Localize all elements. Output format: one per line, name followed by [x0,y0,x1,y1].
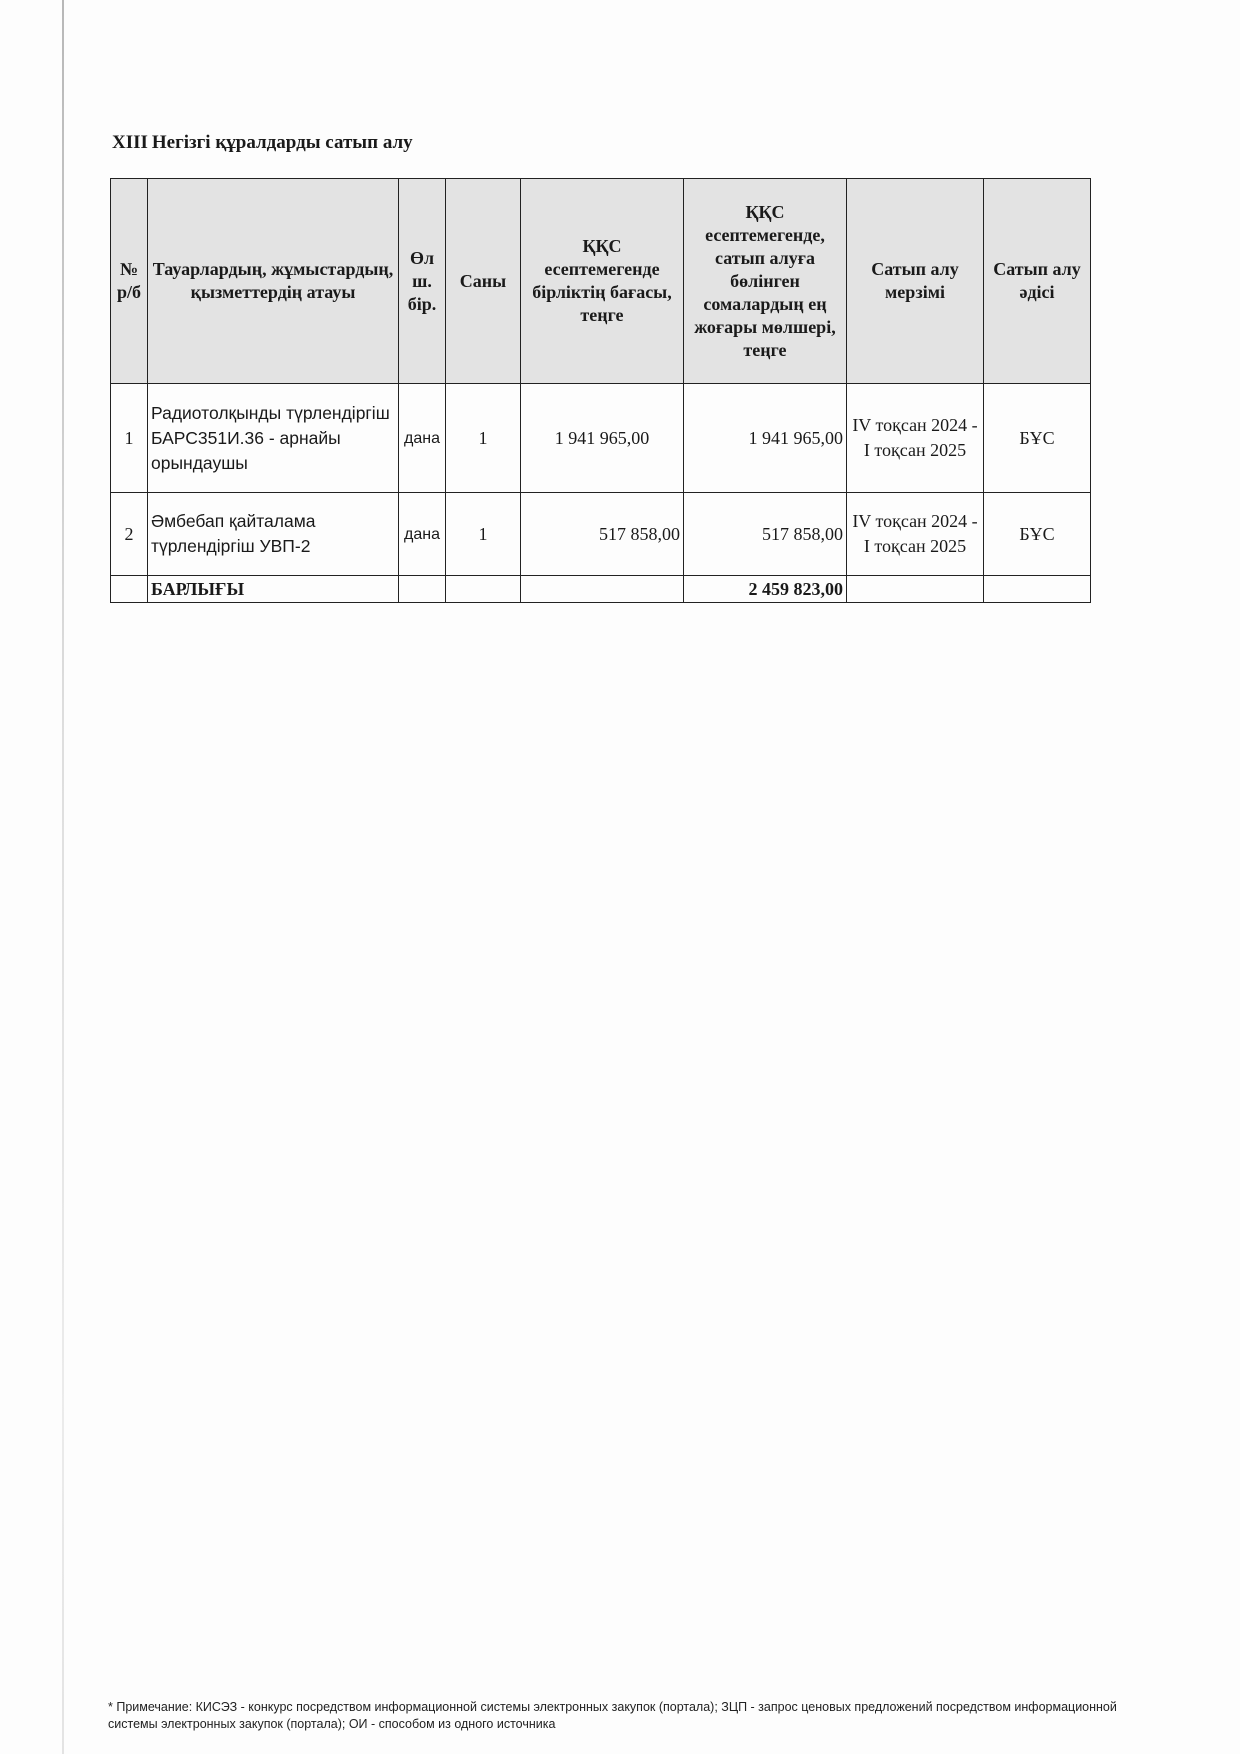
cell-method: БҰС [984,493,1091,576]
cell-unit-price: 1 941 965,00 [521,384,684,493]
total-max-amount: 2 459 823,00 [684,576,847,603]
cell-period: IV тоқсан 2024 - I тоқсан 2025 [847,493,984,576]
cell-name: Радиотолқынды түрлендіргіш БАРС351И.36 - арнайы орындаушы [148,384,399,493]
total-cell-empty [399,576,446,603]
cell-num: 1 [111,384,148,493]
header-name: Тауарлардың, жұмыстардың, қызметтердің атауы [148,179,399,384]
header-method: Сатып алу әдісі [984,179,1091,384]
header-unit: Өл ш. бір. [399,179,446,384]
footnote: * Примечание: КИСЭЗ - конкурс посредством информационной системы электронных закупок (портала); ЗЦП - запрос ценовых предложений посредством информационной системы электронных закупок (портала); ОИ - способом из одного источника [108,1700,1117,1731]
total-cell-empty [984,576,1091,603]
cell-unit: дана [399,384,446,493]
total-cell-empty [847,576,984,603]
section-number: XIII [112,132,148,153]
section-title-text: Негізгі құралдарды сатып алу [151,132,413,153]
total-cell-empty [446,576,521,603]
section-title [112,132,413,154]
header-max-amount: ҚҚС есептемегенде, сатып алуға бөлінген сомалардың ең жоғары мөлшері, теңге [684,179,847,384]
total-cell-empty [521,576,684,603]
cell-period: IV тоқсан 2024 - I тоқсан 2025 [847,384,984,493]
cell-unit: дана [399,493,446,576]
cell-max-amount: 1 941 965,00 [684,384,847,493]
total-cell-empty [111,576,148,603]
table-header-row [111,179,1091,384]
cell-num: 2 [111,493,148,576]
header-num: № р/б [111,179,148,384]
table-row [111,384,1091,493]
cell-unit-price: 517 858,00 [521,493,684,576]
cell-name: Әмбебап қайталама түрлендіргіш УВП-2 [148,493,399,576]
scan-edge-shadow [62,0,64,1754]
total-label: БАРЛЫҒЫ [148,576,399,603]
header-qty: Саны [446,179,521,384]
header-period: Сатып алу мерзімі [847,179,984,384]
procurement-table [110,178,1091,603]
header-unit-price: ҚҚС есептемегенде бірліктің бағасы, теңге [521,179,684,384]
table-row [111,493,1091,576]
table-total-row [111,576,1091,603]
cell-max-amount: 517 858,00 [684,493,847,576]
cell-qty: 1 [446,493,521,576]
cell-qty: 1 [446,384,521,493]
cell-method: БҰС [984,384,1091,493]
